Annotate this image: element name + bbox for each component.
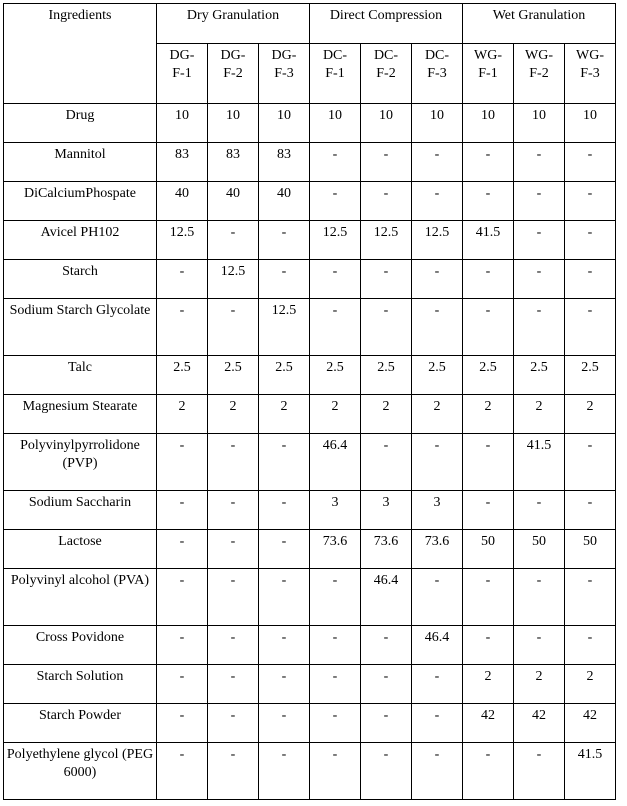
table-row [4, 434, 616, 491]
table-cell: 12.5 [361, 221, 412, 260]
table-cell: 12.5 [157, 221, 208, 260]
table-cell: - [463, 182, 514, 221]
table-cell: - [157, 530, 208, 569]
table-cell: - [514, 260, 565, 299]
table-cell: 42 [565, 704, 616, 743]
formulation-header: DC- F-3 [412, 44, 463, 104]
table-cell: 41.5 [463, 221, 514, 260]
table-cell: 2.5 [208, 356, 259, 395]
table-cell: - [412, 743, 463, 800]
table-cell: - [310, 260, 361, 299]
table-cell: - [259, 704, 310, 743]
table-row [4, 704, 616, 743]
table-cell: 46.4 [412, 626, 463, 665]
table-cell: 12.5 [259, 299, 310, 356]
table-row [4, 356, 616, 395]
table-cell: 50 [514, 530, 565, 569]
ingredient-name: Lactose [4, 530, 157, 569]
table-cell: - [259, 491, 310, 530]
table-cell: 10 [208, 104, 259, 143]
table-cell: 10 [514, 104, 565, 143]
table-cell: - [514, 569, 565, 626]
formulation-header: WG- F-2 [514, 44, 565, 104]
table-cell: 2 [208, 395, 259, 434]
table-cell: - [310, 626, 361, 665]
table-cell: - [157, 260, 208, 299]
table-cell: 41.5 [565, 743, 616, 800]
table-cell: 42 [514, 704, 565, 743]
formulation-header: DG- F-2 [208, 44, 259, 104]
table-row [4, 395, 616, 434]
table-row [4, 569, 616, 626]
table-cell: - [157, 665, 208, 704]
table-cell: 41.5 [514, 434, 565, 491]
table-cell: 2.5 [310, 356, 361, 395]
table-cell: 3 [361, 491, 412, 530]
table-cell: - [310, 182, 361, 221]
table-cell: - [463, 260, 514, 299]
table-cell: - [565, 569, 616, 626]
table-cell: - [361, 626, 412, 665]
table-cell: 40 [157, 182, 208, 221]
table-cell: 2 [463, 395, 514, 434]
table-cell: 2.5 [514, 356, 565, 395]
table-cell: - [157, 743, 208, 800]
group-header-dry-granulation: Dry Granulation [157, 4, 310, 44]
table-cell: 73.6 [412, 530, 463, 569]
formulation-header: DG- F-3 [259, 44, 310, 104]
ingredient-name: Avicel PH102 [4, 221, 157, 260]
formulation-header: WG- F-3 [565, 44, 616, 104]
table-cell: 2.5 [361, 356, 412, 395]
table-cell: 73.6 [361, 530, 412, 569]
table-cell: 83 [157, 143, 208, 182]
table-cell: - [361, 704, 412, 743]
table-cell: - [565, 434, 616, 491]
table-cell: - [514, 299, 565, 356]
table-cell: - [463, 491, 514, 530]
table-cell: - [157, 626, 208, 665]
table-cell: - [463, 626, 514, 665]
table-cell: - [514, 626, 565, 665]
table-cell: - [463, 743, 514, 800]
table-cell: 2 [310, 395, 361, 434]
ingredient-name: Starch Solution [4, 665, 157, 704]
table-cell: - [310, 143, 361, 182]
table-cell: - [259, 221, 310, 260]
table-cell: 2 [412, 395, 463, 434]
ingredient-name: Mannitol [4, 143, 157, 182]
table-cell: 2 [157, 395, 208, 434]
table-cell: - [259, 260, 310, 299]
ingredient-name: Polyvinyl alcohol (PVA) [4, 569, 157, 626]
table-cell: - [208, 491, 259, 530]
table-cell: 12.5 [310, 221, 361, 260]
table-cell: - [208, 665, 259, 704]
ingredient-name: Sodium Starch Glycolate [4, 299, 157, 356]
table-cell: - [310, 665, 361, 704]
table-cell: - [412, 299, 463, 356]
table-cell: 2 [514, 395, 565, 434]
table-cell: 2 [565, 665, 616, 704]
table-cell: - [565, 182, 616, 221]
table-cell: 10 [361, 104, 412, 143]
table-cell: - [565, 299, 616, 356]
ingredient-name: DiCalciumPhospate [4, 182, 157, 221]
table-cell: - [565, 143, 616, 182]
table-cell: 2 [259, 395, 310, 434]
table-cell: 10 [463, 104, 514, 143]
formulation-table [3, 3, 616, 800]
table-cell: - [259, 665, 310, 704]
table-cell: - [208, 434, 259, 491]
table-cell: 10 [310, 104, 361, 143]
table-cell: 2 [463, 665, 514, 704]
table-cell: 10 [412, 104, 463, 143]
table-cell: - [259, 626, 310, 665]
table-cell: - [361, 434, 412, 491]
table-cell: 2 [361, 395, 412, 434]
table-row [4, 743, 616, 800]
table-cell: - [208, 743, 259, 800]
table-cell: - [463, 569, 514, 626]
ingredient-name: Polyvinylpyrrolidone (PVP) [4, 434, 157, 491]
table-cell: 12.5 [208, 260, 259, 299]
formulation-header: DG- F-1 [157, 44, 208, 104]
table-cell: 83 [208, 143, 259, 182]
header-group-row [4, 4, 616, 44]
table-cell: - [157, 434, 208, 491]
table-cell: - [412, 665, 463, 704]
table-row [4, 299, 616, 356]
table-cell: - [208, 704, 259, 743]
table-cell: - [463, 434, 514, 491]
table-cell: - [361, 665, 412, 704]
table-cell: - [361, 743, 412, 800]
formulation-header: DC- F-2 [361, 44, 412, 104]
ingredient-name: Starch Powder [4, 704, 157, 743]
table-row [4, 104, 616, 143]
ingredient-name: Cross Povidone [4, 626, 157, 665]
table-cell: - [208, 530, 259, 569]
table-row [4, 260, 616, 299]
table-row [4, 221, 616, 260]
table-cell: - [259, 743, 310, 800]
table-cell: - [412, 569, 463, 626]
table-cell: 73.6 [310, 530, 361, 569]
table-cell: - [157, 299, 208, 356]
table-cell: 2.5 [412, 356, 463, 395]
table-cell: - [514, 743, 565, 800]
table-cell: - [157, 569, 208, 626]
table-cell: - [259, 569, 310, 626]
table-cell: - [361, 260, 412, 299]
table-cell: 3 [412, 491, 463, 530]
table-cell: - [259, 434, 310, 491]
table-row [4, 491, 616, 530]
table-cell: - [412, 260, 463, 299]
group-header-direct-compression: Direct Compression [310, 4, 463, 44]
table-cell: - [208, 626, 259, 665]
table-cell: - [310, 743, 361, 800]
table-row [4, 626, 616, 665]
table-cell: - [157, 491, 208, 530]
table-cell: - [565, 260, 616, 299]
table-row [4, 182, 616, 221]
table-cell: - [514, 182, 565, 221]
table-cell: - [361, 143, 412, 182]
table-cell: 2.5 [259, 356, 310, 395]
group-header-wet-granulation: Wet Granulation [463, 4, 616, 44]
table-cell: - [412, 434, 463, 491]
table-cell: 10 [259, 104, 310, 143]
table-cell: - [565, 491, 616, 530]
table-cell: 2 [514, 665, 565, 704]
table-cell: 50 [565, 530, 616, 569]
table-cell: 2.5 [157, 356, 208, 395]
table-cell: - [310, 299, 361, 356]
ingredient-name: Starch [4, 260, 157, 299]
ingredient-name: Magnesium Stearate [4, 395, 157, 434]
table-cell: 2.5 [463, 356, 514, 395]
table-cell: 42 [463, 704, 514, 743]
table-row [4, 530, 616, 569]
formulation-header: DC- F-1 [310, 44, 361, 104]
table-row [4, 143, 616, 182]
table-cell: 2 [565, 395, 616, 434]
formulation-header: WG- F-1 [463, 44, 514, 104]
table-cell: 40 [208, 182, 259, 221]
table-cell: 12.5 [412, 221, 463, 260]
table-cell: 10 [157, 104, 208, 143]
table-cell: - [157, 704, 208, 743]
ingredient-name: Talc [4, 356, 157, 395]
table-cell: 83 [259, 143, 310, 182]
table-cell: 46.4 [310, 434, 361, 491]
table-cell: 46.4 [361, 569, 412, 626]
table-cell: - [412, 143, 463, 182]
table-cell: 2.5 [565, 356, 616, 395]
table-cell: - [514, 221, 565, 260]
table-cell: - [361, 299, 412, 356]
table-cell: - [208, 569, 259, 626]
ingredient-name: Drug [4, 104, 157, 143]
ingredients-header: Ingredients [4, 4, 157, 104]
table-cell: - [361, 182, 412, 221]
table-cell: - [310, 704, 361, 743]
table-cell: - [565, 626, 616, 665]
table-row [4, 665, 616, 704]
table-cell: - [412, 182, 463, 221]
table-cell: - [259, 530, 310, 569]
table-cell: 10 [565, 104, 616, 143]
table-cell: - [463, 299, 514, 356]
table-cell: - [310, 569, 361, 626]
table-cell: 40 [259, 182, 310, 221]
table-cell: 50 [463, 530, 514, 569]
table-cell: - [208, 221, 259, 260]
table-cell: - [514, 143, 565, 182]
table-cell: - [412, 704, 463, 743]
table-cell: 3 [310, 491, 361, 530]
table-cell: - [208, 299, 259, 356]
table-cell: - [463, 143, 514, 182]
ingredient-name: Polyethylene glycol (PEG 6000) [4, 743, 157, 800]
ingredient-name: Sodium Saccharin [4, 491, 157, 530]
table-cell: - [565, 221, 616, 260]
table-cell: - [514, 491, 565, 530]
